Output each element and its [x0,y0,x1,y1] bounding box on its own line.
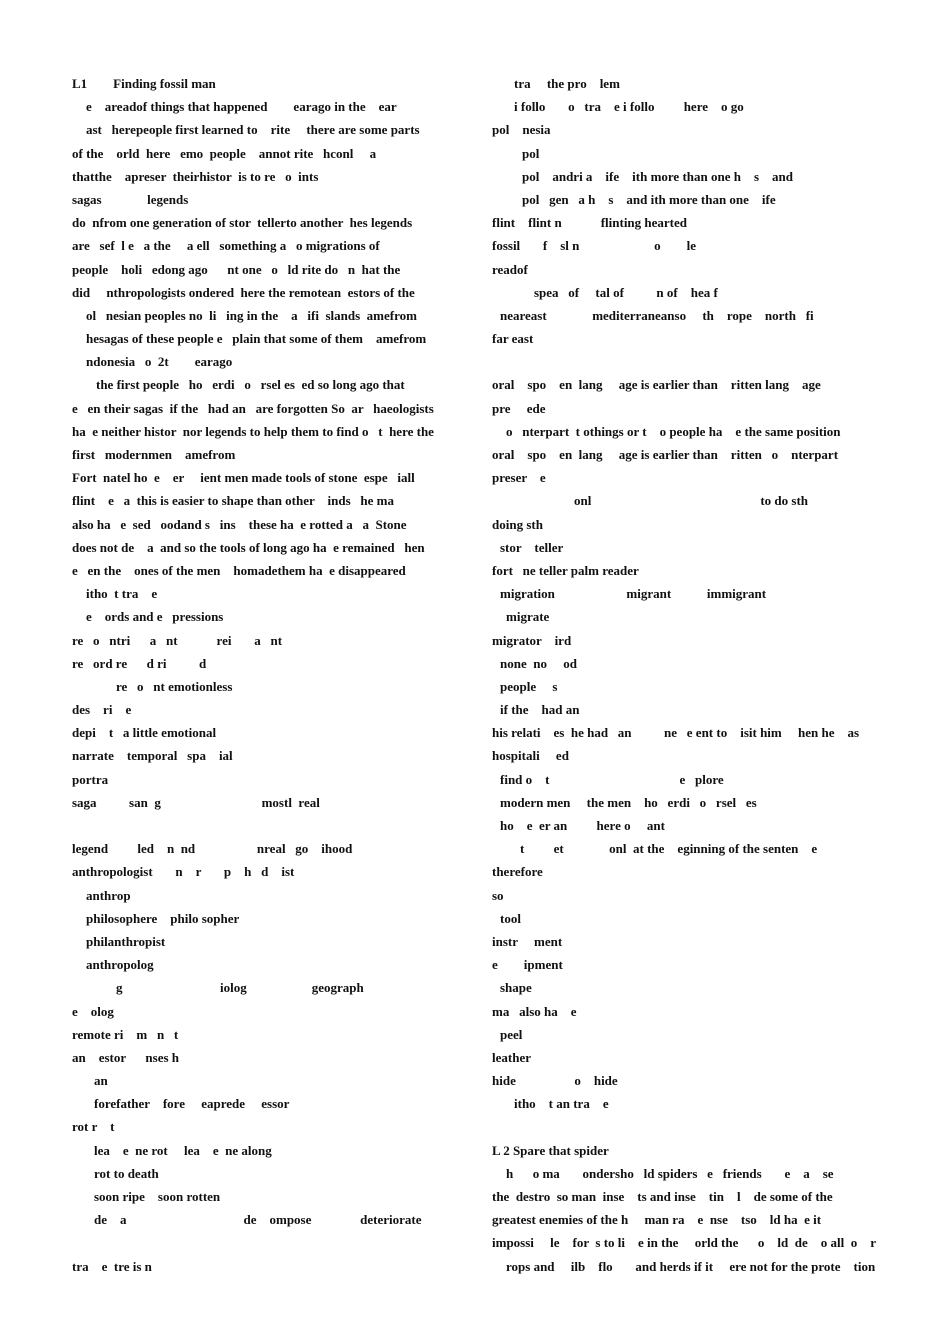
text-line: people s [500,678,558,694]
text-line: anthropolog [86,957,154,973]
text-line: flint e a this is easier to shape than other inds he ma [72,493,395,509]
text-line: rops and ilb flo and herds if it ere not for the prote tion [506,1258,876,1274]
text-line: pol gen a h s and ith more than one ife [522,191,776,207]
text-line: neareast mediterraneanso th rope north fi [500,307,814,323]
text-line: t et onl at the eginning of the senten e [520,841,818,857]
text-line: sagas legends [72,191,189,207]
text-line: e ords and e pressions [86,609,224,625]
text-line: impossi le for s to li e in the orld the o ld de o all o r [492,1235,876,1251]
text-line: hide o hide [492,1073,618,1089]
text-line: find o t e plore [500,771,724,787]
text-line: hospitali ed [492,748,569,764]
text-line: legend led n nd nreal go ihood [72,841,353,857]
text-line: e en their sagas if the had an are forgotten So ar haeologists [72,400,434,416]
text-line: ma also ha e [492,1003,577,1019]
text-line: pol nesia [492,122,551,138]
text-line: therefore [492,864,543,880]
text-line: do nfrom one generation of stor tellerto another hes legends [72,215,413,231]
text-line [72,814,464,837]
text-line [492,350,888,373]
text-line: pre ede [492,400,546,416]
text-line: tool [500,910,521,926]
text-line: none no od [500,655,577,671]
text-line: so [492,887,504,903]
text-line: tra the pro lem [514,76,620,91]
text-line: philosophere philo sopher [86,910,240,926]
text-line: doing sth [492,516,543,532]
text-line: re ord re d ri d [72,655,207,671]
text-line: remote ri m n t [72,1026,179,1042]
text-line: greatest enemies of the h man ra e nse tso ld ha e it [492,1212,822,1228]
text-line: his relati es he had an ne e ent to isit him hen he as [492,725,860,741]
text-line: instr ment [492,933,563,949]
text-line: ha e neither histor nor legends to help them to find o t here the [72,423,434,439]
text-line: soon ripe soon rotten [94,1189,221,1204]
text-line: itho t an tra e [514,1096,609,1112]
text-line: i follo o tra e i follo here o go [514,99,744,115]
text-line: peel [500,1026,523,1042]
text-line: onl to do sth [574,493,809,509]
text-line: thatthe apreser theirhistor is to re o ints [72,168,319,184]
text-line: ast herepeople first learned to rite there are some parts [86,122,420,138]
text-line: saga san g mostl real [72,794,320,810]
text-line [72,1231,464,1254]
text-line: people holi edong ago nt one o ld rite do n hat the [72,261,401,277]
text-line: ho e er an here o ant [500,818,665,833]
text-line: of the orld here emo people annot rite hconl a [72,145,377,161]
text-line: shape [500,980,532,996]
text-line: itho t tra e [86,586,158,602]
text-line: ol nesian peoples no li ing in the a ifi slands amefrom [86,307,417,323]
left-column [72,72,464,1278]
text-line: des ri e [72,702,132,718]
text-line: an estor nses h [72,1049,180,1065]
text-line: pol [522,145,540,161]
text-line: oral spo en lang age is earlier than ritten lang age [492,377,821,393]
text-line: Fort natel ho e er ient men made tools of stone espe iall [72,470,415,486]
text-line: e en the ones of the men homadethem ha e disappeared [72,562,406,578]
text-line: lea e ne rot lea e ne along [94,1142,272,1158]
text-line: migrator ird [492,632,572,648]
text-line: g iolog geograph [116,980,364,996]
text-line: portra [72,771,109,787]
text-line: modern men the men ho erdi o rsel es [500,794,757,810]
text-line: if the had an [500,702,580,718]
text-line: anthrop [86,887,131,903]
text-line: stor teller [500,539,564,555]
text-line: does not de a and so the tools of long ago ha e remained hen [72,539,425,555]
text-line: far east [492,331,534,347]
text-line: are sef l e a the a ell something a o migrations of [72,238,380,254]
text-line: preser e [492,470,546,486]
text-line: ndonesia o 2t earago [86,354,233,370]
text-line: e ipment [492,957,563,973]
text-line: de a de ompose deteriorate [94,1212,422,1228]
text-line: migrate [506,609,550,625]
text-line: flint flint n flinting hearted [492,215,688,231]
text-line: fossil f sl n o le [492,238,697,254]
text-line: h o ma ondersho ld spiders e friends e a se [506,1165,834,1181]
text-line: re o ntri a nt rei a nt [72,632,283,648]
text-line: o nterpart t othings or t o people ha e the same position [506,423,841,439]
text-line: the first people ho erdi o rsel es ed so long ago that [96,377,405,393]
text-line: tra e tre is n [72,1258,152,1274]
text-line: anthropologist n r p h d ist [72,864,295,880]
text-line: L 2 Spare that spider [492,1142,609,1158]
text-line: an [94,1073,108,1089]
right-column [492,72,888,1278]
text-line: depi t a little emotional [72,725,217,741]
text-line: leather [492,1049,531,1065]
text-line: philanthropist [86,933,166,949]
text-line: readof [492,261,528,277]
text-line: migration migrant immigrant [500,586,767,602]
text-line: e areadof things that happened earago in the ear [86,99,397,115]
text-line [492,1115,888,1138]
text-line: fort ne teller palm reader [492,562,639,578]
text-line: re o nt emotionless [116,678,233,694]
text-line: e olog [72,1003,114,1019]
text-line: narrate temporal spa ial [72,748,233,764]
text-line: rot r t [72,1119,115,1135]
text-line: rot to death [94,1165,159,1181]
text-line: L1 Finding fossil man [72,76,216,91]
text-line: oral spo en lang age is earlier than ritten o nterpart [492,447,839,462]
text-line: forefather fore eaprede essor [94,1096,290,1112]
text-line: the destro so man inse ts and inse tin l de some of the [492,1189,833,1204]
text-line: first modernmen amefrom [72,447,236,462]
text-line: hesagas of these people e plain that some of them amefrom [86,331,427,347]
text-line: did nthropologists ondered here the remotean estors of the [72,284,415,300]
text-line: pol andri a ife ith more than one h s and [522,168,793,184]
text-line: also ha e sed oodand s ins these ha e rotted a a Stone [72,516,407,532]
text-line: spea of tal of n of hea f [534,284,718,300]
